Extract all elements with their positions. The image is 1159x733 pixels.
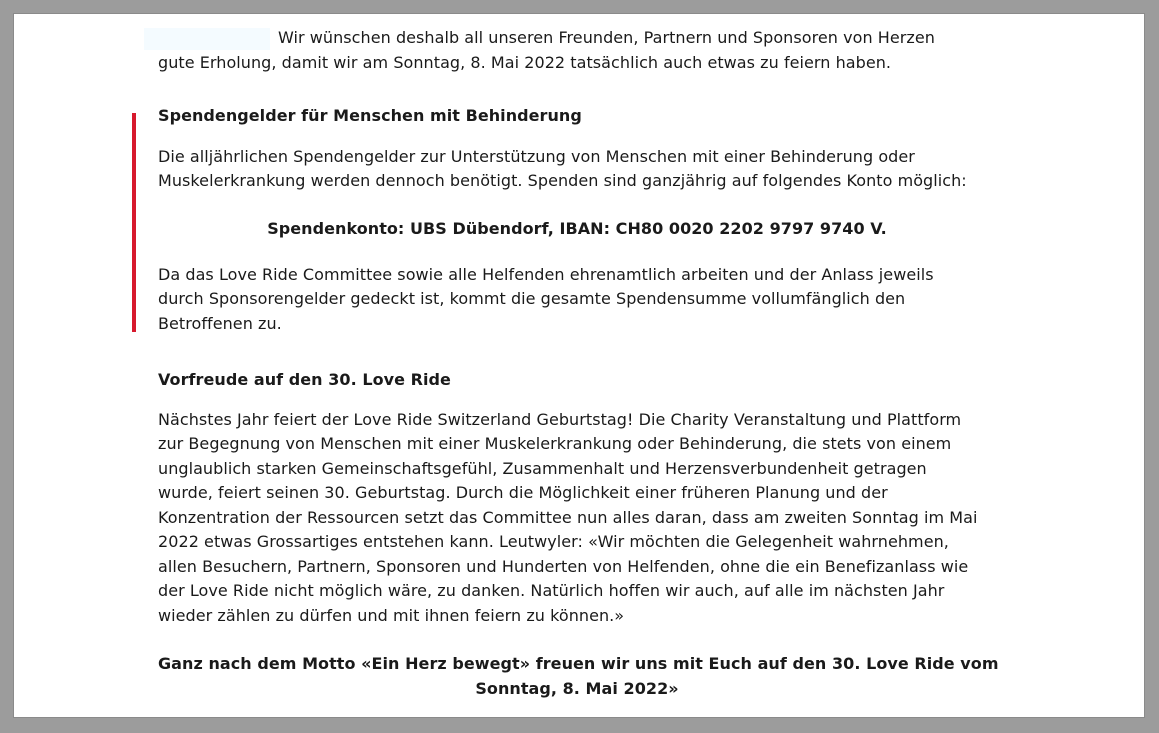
section2-heading: Vorfreude auf den 30. Love Ride bbox=[158, 370, 451, 389]
section2-para-line-3: unglaublich starken Gemeinschaftsgefühl, Zusammenhalt und Herzensverbundenheit getragen bbox=[158, 459, 927, 478]
section1-heading: Spendengelder für Menschen mit Behinderung bbox=[158, 106, 582, 125]
intro-line-2: gute Erholung, damit wir am Sonntag, 8. Mai 2022 tatsächlich auch etwas zu feiern haben. bbox=[158, 53, 892, 72]
section2-para-line-5: Konzentration der Ressourcen setzt das Committee nun alles daran, dass am zweiten Sonntag im Mai bbox=[158, 508, 978, 527]
closing-line-2: Sonntag, 8. Mai 2022» bbox=[475, 679, 679, 698]
section1-para2-line-2: durch Sponsorengelder gedeckt ist, kommt die gesamte Spendensumme vollumfänglich den bbox=[158, 289, 906, 308]
section1-para2-line-1: Da das Love Ride Committee sowie alle Helfenden ehrenamtlich arbeiten und der Anlass jeweils bbox=[158, 265, 934, 284]
closing-line-1: Ganz nach dem Motto «Ein Herz bewegt» freuen wir uns mit Euch auf den 30. Love Ride vom bbox=[158, 654, 999, 673]
section2-para-line-7: allen Besuchern, Partnern, Sponsoren und Hunderten von Helfenden, ohne die ein Benefizanlass wie bbox=[158, 557, 969, 576]
section1-para1-line-1: Die alljährlichen Spendengelder zur Unterstützung von Menschen mit einer Behinderung oder bbox=[158, 147, 915, 166]
section2-para-line-8: der Love Ride nicht möglich wäre, zu danken. Natürlich hoffen wir auch, auf alle im nächsten Jahr bbox=[158, 581, 945, 600]
section-accent-bar bbox=[132, 113, 136, 332]
section2-para-line-6: 2022 etwas Grossartiges entstehen kann. Leutwyler: «Wir möchten die Gelegenheit wahrnehmen, bbox=[158, 532, 949, 551]
section1-para1-line-2: Muskelerkrankung werden dennoch benötigt. Spenden sind ganzjährig auf folgendes Konto möglich: bbox=[158, 171, 967, 190]
section2-para-line-9: wieder zählen zu dürfen und mit ihnen feiern zu können.» bbox=[158, 606, 625, 625]
intro-line-1: Wir wünschen deshalb all unseren Freunden, Partnern und Sponsoren von Herzen bbox=[278, 28, 935, 47]
section1-para2-line-3: Betroffenen zu. bbox=[158, 314, 282, 333]
document-page bbox=[14, 14, 1144, 717]
donation-account: Spendenkonto: UBS Dübendorf, IBAN: CH80 0020 2202 9797 9740 V. bbox=[267, 219, 887, 238]
section2-para-line-4: wurde, feiert seinen 30. Geburtstag. Durch die Möglichkeit einer früheren Planung und der bbox=[158, 483, 888, 502]
highlight-mark bbox=[144, 28, 270, 50]
section2-para-line-2: zur Begegnung von Menschen mit einer Muskelerkrankung oder Behinderung, die stets von einem bbox=[158, 434, 952, 453]
section2-para-line-1: Nächstes Jahr feiert der Love Ride Switzerland Geburtstag! Die Charity Veranstaltung und Plattform bbox=[158, 410, 962, 429]
